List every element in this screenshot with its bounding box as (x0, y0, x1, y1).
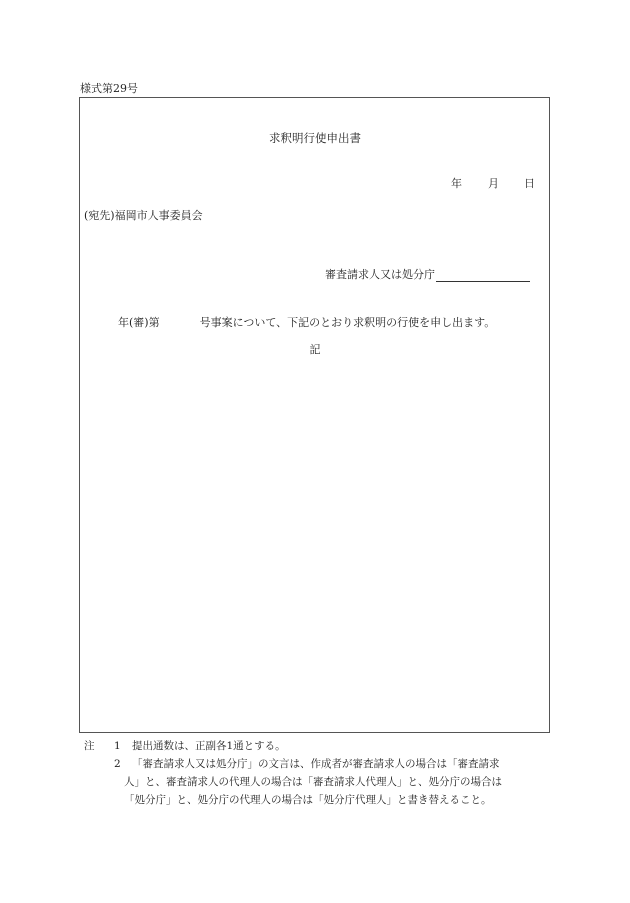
form-number: 様式第29号 (80, 82, 138, 95)
signer-blank (436, 270, 530, 282)
year-unit: 年 (451, 177, 462, 190)
note-text: 「審査請求人又は処分庁」の文言は、作成者が審査請求人の場合は「審査請求 (132, 758, 500, 770)
note-text: 「処分庁」と、処分庁の代理人の場合は「処分庁代理人」と書き替えること。 (124, 794, 492, 806)
note-number: 2 (114, 758, 121, 770)
form-frame (79, 97, 550, 733)
month-unit: 月 (488, 177, 499, 190)
note-text: 人」と、審査請求人の代理人の場合は「審査請求人代理人」と、処分庁の場合は (124, 776, 502, 788)
note-text: 提出通数は、正副各1通とする。 (132, 740, 286, 752)
day-unit: 日 (524, 177, 535, 190)
addressee: (宛先)福岡市人事委員会 (84, 209, 203, 222)
case-prefix: 年(審)第 (118, 316, 160, 329)
ki-heading: 記 (309, 343, 321, 356)
signer-label: 審査請求人又は処分庁 (325, 268, 435, 281)
notes-label: 注 (84, 740, 95, 752)
request-statement (118, 314, 495, 330)
signer-line (325, 266, 530, 282)
note-number: 1 (114, 740, 121, 752)
document-title: 求釈明行使申出書 (269, 131, 361, 145)
case-suffix: 号事案について、下記のとおり求釈明の行使を申し出ます。 (199, 316, 496, 329)
